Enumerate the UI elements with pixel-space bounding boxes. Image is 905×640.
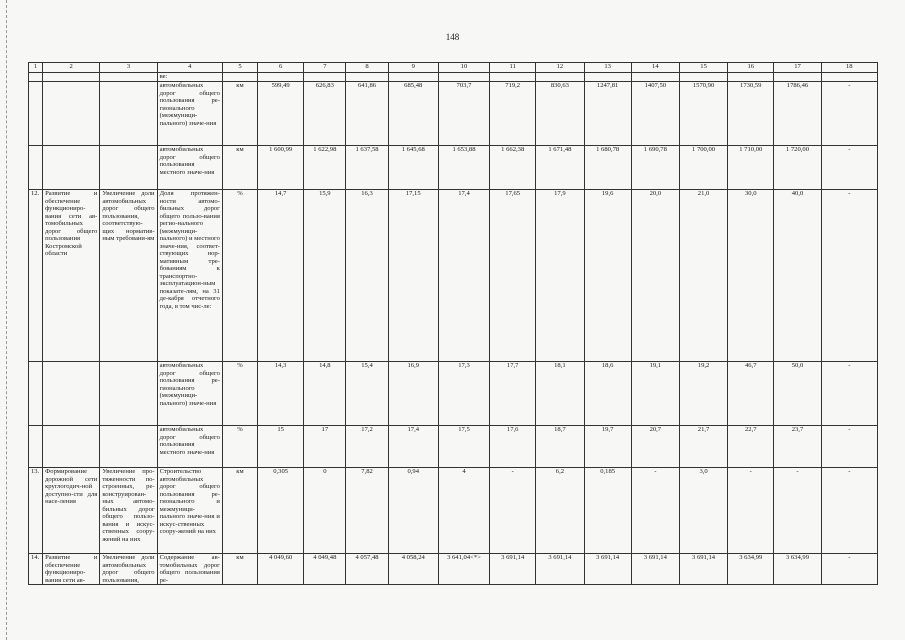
table-row — [29, 468, 878, 554]
value-cell: 4 049,48 — [304, 554, 346, 585]
value-cell: 4 057,48 — [346, 554, 388, 585]
column-header: 11 — [490, 63, 536, 73]
value-cell: 6,2 — [536, 468, 584, 554]
note-cell: - — [821, 362, 877, 426]
table-row — [29, 426, 878, 468]
row-number-cell — [29, 73, 43, 82]
row-number-cell — [29, 146, 43, 190]
note-cell: - — [821, 468, 877, 554]
value-cell: 20,7 — [631, 426, 679, 468]
column-header: 6 — [258, 63, 304, 73]
value-cell: 3 634,99 — [728, 554, 774, 585]
value-cell: 22,7 — [728, 426, 774, 468]
unit-cell: км — [222, 82, 257, 146]
value-cell: 0 — [304, 468, 346, 554]
column-header: 8 — [346, 63, 388, 73]
column-header: 17 — [774, 63, 821, 73]
value-cell: 15,9 — [304, 190, 346, 362]
value-cell: 1 720,00 — [774, 146, 821, 190]
table-row — [29, 146, 878, 190]
note-cell: - — [821, 190, 877, 362]
indicator-cell: автомобильных дорог общего пользования ре-гионального (межмуници-пального) значе-ния — [157, 362, 222, 426]
goal-cell — [100, 146, 157, 190]
value-cell: 19,6 — [584, 190, 631, 362]
scan-edge — [0, 0, 7, 640]
value-cell: 1 680,78 — [584, 146, 631, 190]
value-cell: 1 662,38 — [490, 146, 536, 190]
unit-cell: % — [222, 190, 257, 362]
value-cell: 18,1 — [536, 362, 584, 426]
column-header: 2 — [43, 63, 100, 73]
value-cell: 23,7 — [774, 426, 821, 468]
column-header: 1 — [29, 63, 43, 73]
value-cell: 17,9 — [536, 190, 584, 362]
program-cell — [43, 146, 100, 190]
note-cell: - — [821, 426, 877, 468]
value-cell: 16,3 — [346, 190, 388, 362]
note-cell: - — [821, 554, 877, 585]
value-cell: 15,4 — [346, 362, 388, 426]
value-cell: 703,7 — [438, 82, 489, 146]
page-number: 148 — [445, 32, 460, 42]
value-cell: 19,7 — [584, 426, 631, 468]
value-cell: 17,4 — [388, 426, 438, 468]
row-number-cell: 13. — [29, 468, 43, 554]
row-number-cell — [29, 426, 43, 468]
value-cell: 3 641,04<*> — [438, 554, 489, 585]
goal-cell — [100, 426, 157, 468]
value-cell: 1 671,48 — [536, 146, 584, 190]
table-row — [29, 362, 878, 426]
value-cell: 17,7 — [490, 362, 536, 426]
column-header: 9 — [388, 63, 438, 73]
indicator-table — [28, 62, 878, 585]
row-number-cell: 12. — [29, 190, 43, 362]
value-cell: 1407,50 — [631, 82, 679, 146]
column-header: 15 — [679, 63, 727, 73]
value-cell: 15 — [258, 426, 304, 468]
indicator-cell: ве: — [157, 73, 222, 82]
column-header: 7 — [304, 63, 346, 73]
row-number-cell: 14. — [29, 554, 43, 585]
value-cell: 17,2 — [346, 426, 388, 468]
value-cell: 50,0 — [774, 362, 821, 426]
value-cell: 4 058,24 — [388, 554, 438, 585]
note-cell: - — [821, 146, 877, 190]
value-cell: - — [728, 468, 774, 554]
goal-cell — [100, 82, 157, 146]
column-header: 3 — [100, 63, 157, 73]
indicator-cell: Содержание ав-томобильных дорог общего пользования ре- — [157, 554, 222, 585]
value-cell — [536, 73, 584, 82]
value-cell — [258, 73, 304, 82]
value-cell — [388, 73, 438, 82]
value-cell: 0,185 — [584, 468, 631, 554]
goal-cell: Увеличение доли автомобильных дорог общего пользования, — [100, 554, 157, 585]
value-cell: 30,0 — [728, 190, 774, 362]
note-cell — [821, 73, 877, 82]
value-cell: 7,82 — [346, 468, 388, 554]
row-number-cell — [29, 362, 43, 426]
value-cell: - — [774, 468, 821, 554]
table-row — [29, 190, 878, 362]
column-header: 14 — [631, 63, 679, 73]
value-cell: 599,49 — [258, 82, 304, 146]
column-header: 12 — [536, 63, 584, 73]
value-cell: 1 710,00 — [728, 146, 774, 190]
value-cell: 20,0 — [631, 190, 679, 362]
value-cell: 17,4 — [438, 190, 489, 362]
indicator-cell: Строительство автомобильных дорог общего пользования ре-гионального и межмуници-пального значе-ния и искус-ственных соору-жений на них — [157, 468, 222, 554]
value-cell: 1 600,99 — [258, 146, 304, 190]
value-cell: 1 700,00 — [679, 146, 727, 190]
value-cell — [584, 73, 631, 82]
value-cell: 17,15 — [388, 190, 438, 362]
table-row — [29, 73, 878, 82]
value-cell: 17,65 — [490, 190, 536, 362]
column-header: 5 — [222, 63, 257, 73]
value-cell: 16,9 — [388, 362, 438, 426]
table-row — [29, 82, 878, 146]
value-cell — [490, 73, 536, 82]
value-cell: 1570,90 — [679, 82, 727, 146]
column-header: 10 — [438, 63, 489, 73]
goal-cell: Увеличение доли автомобильных дорог общего пользования, соответствую-щих норматив-ным требовани-ям — [100, 190, 157, 362]
value-cell: 0,94 — [388, 468, 438, 554]
value-cell: 17 — [304, 426, 346, 468]
unit-cell — [222, 73, 257, 82]
value-cell: 4 049,60 — [258, 554, 304, 585]
value-cell: 14,7 — [258, 190, 304, 362]
table-row — [29, 554, 878, 585]
value-cell: 626,83 — [304, 82, 346, 146]
value-cell: 18,7 — [536, 426, 584, 468]
value-cell: 1786,46 — [774, 82, 821, 146]
program-cell — [43, 73, 100, 82]
value-cell: 17,3 — [438, 362, 489, 426]
value-cell: 3 634,99 — [774, 554, 821, 585]
value-cell — [631, 73, 679, 82]
value-cell: 14,3 — [258, 362, 304, 426]
indicator-cell: автомобильных дорог общего пользования местного значе-ния — [157, 426, 222, 468]
value-cell — [346, 73, 388, 82]
value-cell: 1730,59 — [728, 82, 774, 146]
goal-cell — [100, 362, 157, 426]
unit-cell: км — [222, 468, 257, 554]
value-cell: 1 637,58 — [346, 146, 388, 190]
indicator-cell: автомобильных дорог общего пользования местного значе-ния — [157, 146, 222, 190]
note-cell: - — [821, 82, 877, 146]
value-cell: 19,1 — [631, 362, 679, 426]
value-cell: 3 691,14 — [631, 554, 679, 585]
value-cell: 3 691,14 — [584, 554, 631, 585]
value-cell: 17,5 — [438, 426, 489, 468]
unit-cell: км — [222, 146, 257, 190]
unit-cell: % — [222, 362, 257, 426]
value-cell: 1 645,68 — [388, 146, 438, 190]
indicator-cell: Доля протяжен-ности автомо-бильных дорог общего пользо-вания регио-нального (межмуници-пального) и местного значе-ния, соответ-ствующих нор-мативным тре-бованиям к транспортно-эксплуатацион-ным показате-лям, на 31 де-кабря отчетного года, в том чис-ле: — [157, 190, 222, 362]
value-cell: 21,7 — [679, 426, 727, 468]
column-header: 18 — [821, 63, 877, 73]
program-cell — [43, 426, 100, 468]
value-cell: 17,6 — [490, 426, 536, 468]
program-cell: Формирование дорожной сети круглогодич-ной доступно-сти для насе-ления — [43, 468, 100, 554]
column-header: 4 — [157, 63, 222, 73]
column-number-row — [29, 63, 878, 73]
value-cell: 1 653,88 — [438, 146, 489, 190]
program-cell: Развитие и обеспечение функциониро-вания сети ав-томобильных дорог общего пользования Костромской области — [43, 190, 100, 362]
value-cell: 641,86 — [346, 82, 388, 146]
value-cell: 19,2 — [679, 362, 727, 426]
value-cell: 3,0 — [679, 468, 727, 554]
value-cell — [774, 73, 821, 82]
program-cell — [43, 362, 100, 426]
value-cell: 3 691,14 — [679, 554, 727, 585]
value-cell: 685,48 — [388, 82, 438, 146]
unit-cell: % — [222, 426, 257, 468]
value-cell: 14,8 — [304, 362, 346, 426]
value-cell — [438, 73, 489, 82]
value-cell: 830,63 — [536, 82, 584, 146]
value-cell: 21,0 — [679, 190, 727, 362]
value-cell: 46,7 — [728, 362, 774, 426]
value-cell: 1 622,98 — [304, 146, 346, 190]
value-cell: 3 691,14 — [536, 554, 584, 585]
value-cell: - — [631, 468, 679, 554]
value-cell: 40,0 — [774, 190, 821, 362]
goal-cell — [100, 73, 157, 82]
value-cell: - — [490, 468, 536, 554]
column-header: 16 — [728, 63, 774, 73]
program-cell — [43, 82, 100, 146]
row-number-cell — [29, 82, 43, 146]
value-cell — [679, 73, 727, 82]
value-cell: 1 690,78 — [631, 146, 679, 190]
goal-cell: Увеличение про-тяженности по-строенных, ре-конструирован-ных автомо-бильных дорог общего пользо-вания и искус-ственных соору-жений на них — [100, 468, 157, 554]
value-cell — [728, 73, 774, 82]
program-cell: Развитие и обеспечение функциониро-вания сети ав- — [43, 554, 100, 585]
column-header: 13 — [584, 63, 631, 73]
value-cell: 18,6 — [584, 362, 631, 426]
unit-cell: км — [222, 554, 257, 585]
value-cell: 0,305 — [258, 468, 304, 554]
value-cell: 3 691,14 — [490, 554, 536, 585]
value-cell: 4 — [438, 468, 489, 554]
value-cell: 719,2 — [490, 82, 536, 146]
value-cell — [304, 73, 346, 82]
value-cell: 1247,81 — [584, 82, 631, 146]
indicator-cell: автомобильных дорог общего пользования ре-гионального (межмуници-пального) значе-ния — [157, 82, 222, 146]
